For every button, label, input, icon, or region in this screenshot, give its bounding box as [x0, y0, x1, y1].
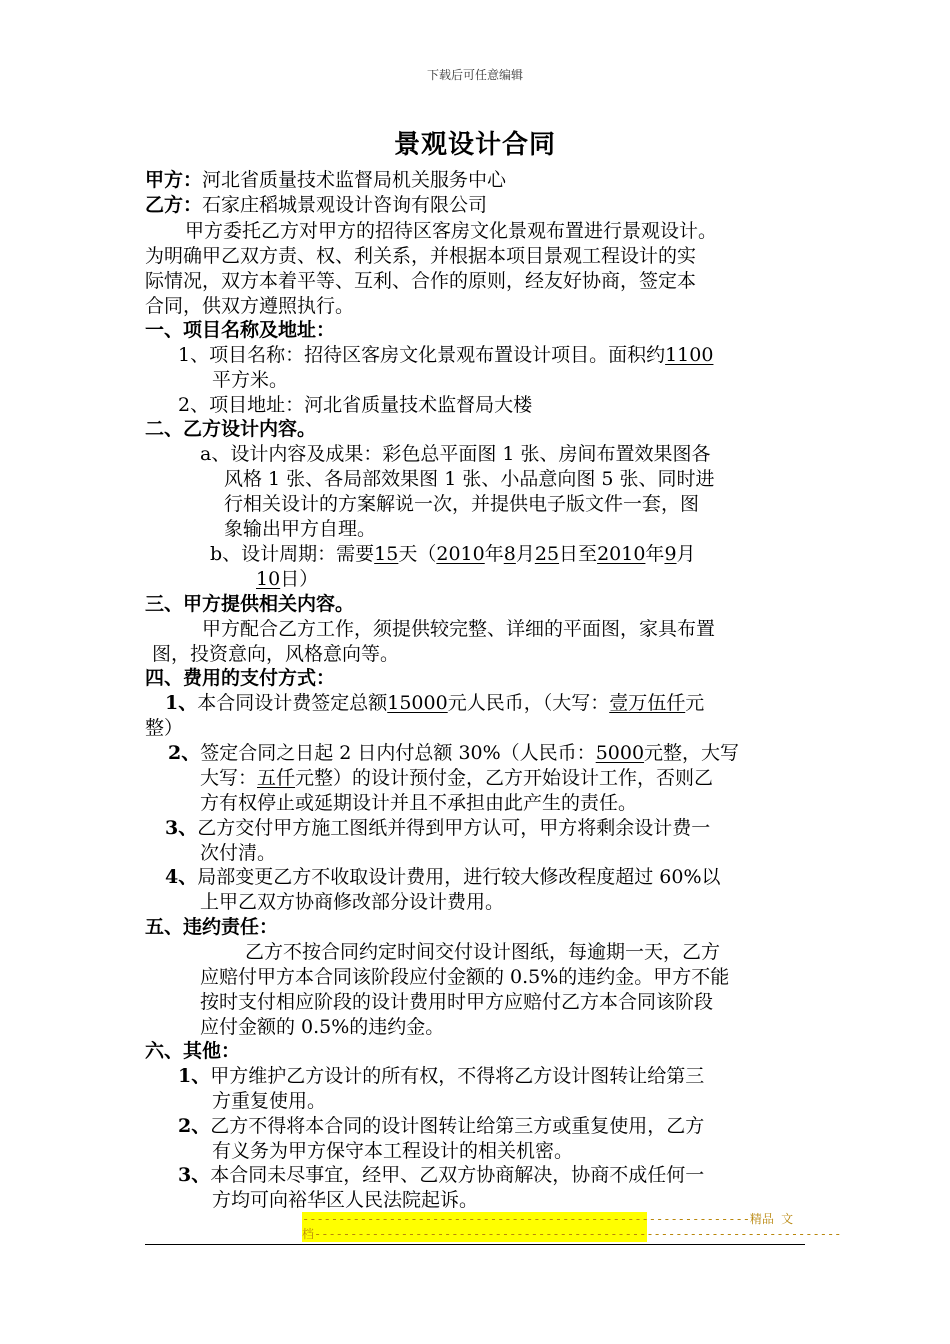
- s4-item-2-cont: 方有权停止或延期设计并且不承担由此产生的责任。: [200, 792, 638, 814]
- s4-item-3-cont: 次付清。: [200, 842, 277, 864]
- section-5-heading: 五、违约责任：: [145, 916, 279, 938]
- s1-item-1: [178, 342, 713, 368]
- s2-a-line: 象输出甲方自理。: [224, 518, 377, 540]
- s1-item-1-cont: 平方米。: [212, 369, 289, 391]
- area-value: 1100: [665, 344, 714, 366]
- footer-line: --------------------------------------------------------------精品 文: [302, 1212, 794, 1226]
- document-title: 景观设计合同: [393, 130, 556, 160]
- s2-b-line: [210, 541, 696, 567]
- s4-item-3: [165, 815, 710, 841]
- s1-item-1-text: 1、项目名称：招待区客房文化景观布置设计项目。面积约: [178, 344, 666, 366]
- days-value: 15: [374, 543, 399, 565]
- end-day: 10: [256, 568, 281, 590]
- text: 月: [676, 543, 696, 565]
- s2-b-label: b、设计周期：需要: [210, 543, 375, 565]
- total-fee-cn: 壹万伍仟: [609, 692, 686, 714]
- s4-item-4-cont: 上甲乙双方协商修改部分设计费用。: [200, 891, 505, 913]
- s4-item-2-cont: [200, 765, 713, 791]
- footer-rule: [145, 1244, 805, 1245]
- prepay-amount-cn: 五仟: [257, 767, 296, 789]
- section-2-heading: 二、乙方设计内容。: [145, 418, 317, 440]
- s4-item-1-cont: 整）: [145, 717, 184, 739]
- s2-b-line-cont: [256, 566, 318, 592]
- section-6-heading: 六、其他：: [145, 1040, 241, 1062]
- s6-item-3: [178, 1162, 704, 1188]
- end-year: 2010: [597, 543, 646, 565]
- item-number: 4、: [165, 866, 198, 888]
- intro-line: 甲方委托乙方对甲方的招待区客房文化景观布置进行景观设计。: [185, 220, 718, 242]
- text: 乙方不得将本合同的设计图转让给第三方或重复使用，乙方: [210, 1115, 705, 1137]
- text: 元整，大写: [644, 742, 740, 764]
- text: 局部变更乙方不收取设计费用，进行较大修改程度超过 60%以: [197, 866, 721, 888]
- text: 本合同设计费签定总额: [197, 692, 388, 714]
- item-number: 3、: [178, 1164, 211, 1186]
- item-number: 1、: [165, 692, 198, 714]
- start-day: 25: [534, 543, 560, 565]
- party-a-line: [145, 167, 506, 193]
- intro-line: 为明确甲乙双方责、权、利关系，并根据本项目景观工程设计的实: [145, 245, 697, 267]
- text: 日）: [280, 568, 319, 590]
- section-1-heading: 一、项目名称及地址：: [145, 319, 336, 341]
- start-month: 8: [503, 543, 516, 565]
- party-b-value: 石家庄稻城景观设计咨询有限公司: [202, 194, 488, 216]
- text: 签定合同之日起 2 日内付总额 30%（人民币：: [200, 742, 596, 764]
- party-b-line: [145, 192, 487, 218]
- footer-line: 档-------------------------------------------------------------------------: [302, 1227, 842, 1241]
- page-header-note: 下载后可任意编辑: [426, 68, 523, 82]
- s6-item-3-cont: 方均可向裕华区人民法院起诉。: [212, 1189, 479, 1211]
- text: 元: [685, 692, 705, 714]
- item-number: 2、: [178, 1115, 211, 1137]
- s2-a-line: 风格 1 张、各局部效果图 1 张、小品意向图 5 张、同时进: [224, 468, 715, 490]
- item-number: 2、: [168, 742, 201, 764]
- s4-item-4: [165, 864, 721, 890]
- prepay-amount: 5000: [595, 742, 645, 764]
- s3-line: 图，投资意向，风格意向等。: [152, 643, 400, 665]
- section-4-heading: 四、费用的支付方式：: [145, 667, 336, 689]
- party-a-value: 河北省质量技术监督局机关服务中心: [202, 169, 507, 191]
- s5-line: 乙方不按合同约定时间交付设计图纸，每逾期一天，乙方: [245, 941, 721, 963]
- item-number: 3、: [165, 817, 198, 839]
- s1-item-2: 2、项目地址：河北省质量技术监督局大楼: [178, 394, 533, 416]
- s6-item-1: [178, 1063, 704, 1089]
- text: 元整）的设计预付金，乙方开始设计工作，否则乙: [295, 767, 714, 789]
- s2-a-line: a、设计内容及成果：彩色总平面图 1 张、房间布置效果图各: [200, 443, 711, 465]
- start-year: 2010: [436, 543, 485, 565]
- intro-line: 合同，供双方遵照执行。: [145, 295, 355, 317]
- s3-line: 甲方配合乙方工作，须提供较完整、详细的平面图，家具布置: [202, 618, 716, 640]
- text: 甲方维护乙方设计的所有权，不得将乙方设计图转让给第三: [210, 1065, 705, 1087]
- s6-item-1-cont: 方重复使用。: [212, 1090, 327, 1112]
- end-month: 9: [664, 543, 677, 565]
- text: 大写：: [200, 767, 258, 789]
- party-a-label: 甲方：: [145, 169, 203, 191]
- footer-watermark: [302, 1212, 842, 1242]
- s4-item-2: [168, 740, 739, 766]
- text: 月: [515, 543, 535, 565]
- s5-line: 按时支付相应阶段的设计费用时甲方应赔付乙方本合同该阶段: [200, 991, 714, 1013]
- party-b-label: 乙方：: [145, 194, 203, 216]
- intro-line: 际情况，双方本着平等、互利、合作的原则，经友好协商，签定本: [145, 270, 697, 292]
- item-number: 1、: [178, 1065, 211, 1087]
- s4-item-1: [165, 690, 704, 716]
- total-fee: 15000: [387, 692, 448, 714]
- text: 年: [645, 543, 665, 565]
- s5-line: 应付金额的 0.5%的违约金。: [200, 1016, 445, 1038]
- text: 年: [484, 543, 504, 565]
- s5-line: 应赔付甲方本合同该阶段应付金额的 0.5%的违约金。甲方不能: [200, 966, 730, 988]
- s6-item-2: [178, 1113, 704, 1139]
- text: 乙方交付甲方施工图纸并得到甲方认可，甲方将剩余设计费一: [197, 817, 711, 839]
- s2-a-line: 行相关设计的方案解说一次，并提供电子版文件一套，图: [224, 493, 700, 515]
- text: 本合同未尽事宜，经甲、乙双方协商解决，协商不成任何一: [210, 1164, 705, 1186]
- section-3-heading: 三、甲方提供相关内容。: [145, 593, 355, 615]
- text: 日至: [559, 543, 598, 565]
- text: 元人民币，（大写：: [447, 692, 610, 714]
- s6-item-2-cont: 有义务为甲方保守本工程设计的相关机密。: [212, 1140, 574, 1162]
- text: 天（: [398, 543, 437, 565]
